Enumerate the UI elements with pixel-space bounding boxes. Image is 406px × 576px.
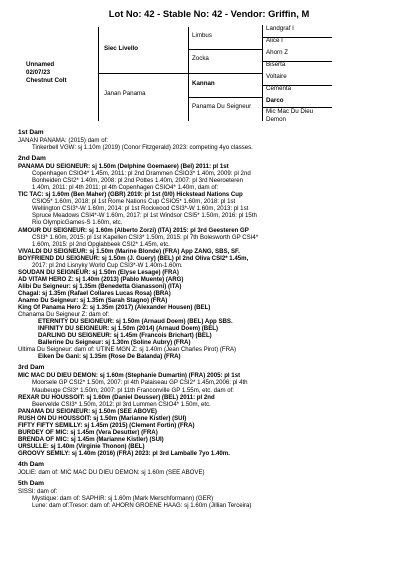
pedigree-table	[18, 25, 400, 125]
second-dam-produce: 1.60m, 2015: pl 2nd Opglabbeek CSI2* 1.45m, etc.	[32, 240, 170, 248]
second-dam-produce: Chanama Du Seigneur Z: dam of:	[18, 311, 110, 319]
third-dam-produce: URSULLE: sj 1.40m (Virginie Thonon) (BEL)	[18, 442, 145, 450]
third-dam-produce: REXAR DU HOUSSOIT: sj 1.60m (Daniel Deusser) (BEL) 2011: pl 2nd	[18, 393, 215, 401]
pedigree-line	[188, 49, 262, 50]
g3-ancestor: Voltaire	[266, 73, 287, 80]
granddam-dam-side: Panama Du Seigneur	[192, 103, 252, 110]
second-dam-produce: Spruce Meadows CSI4*-W 1.60m, 2017: pl 1st Windsor CSI5* 1.50m, 2016: pl 15th	[32, 212, 257, 220]
first-dam-heading: 1st Dam	[18, 129, 44, 136]
third-dam-heading: 3rd Dam	[18, 364, 45, 372]
subject-foaled: 02/07/23	[26, 69, 51, 76]
subject-description: Chestnut Colt	[26, 77, 67, 84]
second-dam-produce: CSI3* 1.60m, 2015: pl 1st Kapellen CSI3* 1.50m, 2015: pl 7th Bolesworth GP CSI4*	[32, 233, 259, 241]
second-dam-produce: SOUDAN DU SEIGNEUR: sj 1.50m (Elyse Lesage) (FRA)	[18, 268, 179, 276]
second-dam-produce: CSIO5* 1.60m, 2018: pl 1st Rome Nations Cup CSIO5* 1.60m, 2018: pl 1st	[32, 198, 236, 206]
second-dam-line: Bonheiden CSI2* 1.40m, 2008: pl 2nd Pottes 1.40m, 2007: pl 3rd Neeroeteren	[32, 177, 244, 185]
g3-ancestor: Darco	[266, 97, 284, 104]
second-dam-produce: King Of Panama Hero Z: sj 1.35m (2017) (Alexander Housen) (BEL)	[18, 304, 211, 312]
second-dam-produce: AD VITAM HERO Z: sj 1.40m (2013) (Pablo Muente) (ARG)	[18, 275, 184, 283]
third-dam-produce: BRENDA OF MIC: sj 1.45m (Marianne Kistler) (SUI)	[18, 435, 164, 443]
g3-ancestor: Biserta	[266, 61, 286, 68]
second-dam-produce: BOYFRIEND DU SEIGNEUR: sj 1.50m (J. Guery) (BEL) pl 2nd Oliva CSI2* 1.45m,	[18, 254, 249, 262]
third-dam-produce: PANAMA DU SEIGNEUR: sj 1.50m (SEE ABOVE)	[18, 407, 157, 415]
pedigree-line	[188, 27, 189, 121]
grandsire-dam-side: Kannan	[192, 80, 215, 87]
grandsire-sire-side: Limbus	[192, 32, 212, 39]
fourth-dam-line: JOLIE: dam of: MIC MAC DU DIEU DEMON: sj 1.60m (SEE ABOVE)	[18, 468, 205, 476]
second-dam-produce: Wellington CSI3*-W 1.60m, 2014: pl 1st Rockwood CSI3*-W 1.60m, 2013: pl 1st	[32, 205, 249, 213]
second-dam-produce: Alibi Du Seigneur: sj 1.35m (Benedetta Gianassoni) (ITA)	[18, 282, 182, 290]
third-dam-line: Moorsele GP CSI2* 1.50m, 2007: pl 4th Palaiseau GP CSI2* 1.45m,2006: pl 4th	[32, 379, 248, 387]
lot-title: Lot No: 42 - Stable No: 42 - Vendor: Griffin, M	[108, 8, 310, 19]
pedigree-line	[98, 27, 99, 121]
third-dam-produce: FIFTY FIFTY SEMILLY: sj 1.45m (2015) (Clement Fortin) (FRA)	[18, 421, 195, 429]
fifth-dam-heading: 5th Dam	[18, 480, 45, 488]
g3-ancestor: Alice I	[266, 37, 283, 44]
second-dam-line: 1.40m, 2011: pl 4th 2011: pl 4th Copenhagen CSIO4* 1.40m, dam of:	[32, 184, 219, 192]
third-dam-produce: RUSH ON DU HOUSSOIT: sj 1.50m (Marianne Kistler) (SUI)	[18, 414, 187, 422]
granddam-sire-side: Zocka	[192, 55, 209, 62]
first-dam-produce: Tinkerbell VGW: sj 1.10m (2019) (Conor Fitzgerald) 2023: competing 4yo classes.	[32, 144, 253, 152]
first-dam-line: JANAN PANAMA: (2015) dam of:	[18, 137, 108, 144]
second-dam-line: PANAMA DU SEIGNEUR: sj 1.50m (Delphine Goemaere) (Bel) 2011: pl 1st	[18, 163, 229, 171]
fifth-dam-line: Mystique: dam of: SAPHIR: sj 1.60m (Mark Merschformann) (GER)	[32, 495, 214, 503]
second-dam-produce: VIVALDI DU SEIGNEUR: sj 1.50m (Marine Blonde) (FRA) App ZANG, SBS, SF.	[18, 247, 240, 255]
dam-name: Janan Panama	[104, 90, 146, 97]
grand-produce: Eiken De Gani: sj 1.35m (Rose De Balanda) (FRA)	[38, 353, 181, 361]
third-dam-line: Maubeuge CSI3* 1.50m, 2007: pl 11th Franconville GP 1.55m, etc. dam of:	[32, 386, 234, 394]
third-dam-produce: GROOVY SEMILY: sj 1.40m (2016) (FRA) 2023: pl 3rd Lamballe 7yo 1.40m.	[18, 449, 230, 457]
second-dam-produce: TIC TAC: sj 1.60m (Ben Maher) (GBR) 2019: pl 1st (0/0) Hickstead Nations Cup	[18, 191, 243, 199]
second-dam-produce: 2017: pl 2nd Lisnyky World Cup CSI3*-W 1.40m-1.60m.	[32, 261, 183, 269]
fifth-dam-line: Lune: dam of:Tresor: dam of: AHORN GROENE HAAG: sj 1.60m (Jillian Terceira)	[32, 502, 252, 510]
subject-name: Unnamed	[26, 61, 55, 68]
third-dam-line: MIC MAC DU DIEU DEMON: sj 1.60m (Stephanie Dumartin) (FRA) 2005: pl 1st	[18, 372, 241, 380]
third-dam-produce: Beervelde CSI3* 1.50m, 2012: pl 3rd Lummen CSIO4* 1.50m, etc.	[32, 400, 211, 408]
pedigree-line	[188, 97, 262, 98]
pedigree-line	[98, 73, 262, 74]
second-dam-produce: Ultima Du Seigneur: dam of: UTINE MGN Z: sj 1.40m (Jean Charles Pirot) (FRA)	[18, 346, 237, 354]
fourth-dam-heading: 4th Dam	[18, 460, 45, 468]
second-dam-produce: Anamo Du Seigneur: sj 1.35m (Sarah Stagno) (FRA)	[18, 296, 168, 304]
second-dam-produce: Chagal: sj 1.35m (Rafael Collares Lucas Rosa) (BRA)	[18, 289, 171, 297]
sire-name: Siec Livello	[104, 45, 139, 52]
g3-ancestor: Landgraf I	[266, 25, 294, 32]
grand-produce: Ballerine Du Seigneur: sj 1.30m (Soline Aubry) (FRA)	[38, 339, 191, 347]
g3-ancestor: Cementa	[266, 85, 292, 92]
g3-ancestor: Ahorn Z	[266, 49, 289, 56]
second-dam-heading: 2nd Dam	[18, 155, 46, 163]
third-dam-produce: BURDEY OF MIC: sj 1.45m (Vera Desutter) (FRA)	[18, 428, 158, 436]
dam-line-section	[18, 129, 400, 509]
grand-produce: INFINITY DU SEIGNEUR: sj 1.50m (2014) (Arnaud Doem) (BEL)	[38, 325, 219, 333]
g3-ancestor: Mic Mac Du Dieu Demon	[266, 108, 314, 123]
fifth-dam-line: SISSI: dam of:	[18, 488, 58, 496]
second-dam-line: Copenhagen CSIO4* 1.45m, 2011: pl 2nd Drammen CSIO3* 1.40m, 2009: pl 2nd	[32, 170, 251, 178]
grand-produce: DARLING DU SEIGNEUR: sj 1.45m (Francois Brichart) (BEL)	[38, 332, 212, 340]
second-dam-produce: Rio OlympicGames-S 1.60m, etc.	[32, 219, 123, 227]
second-dam-produce: AMOUR DU SEIGNEUR: sj 1.60m (Alberto Zorzi) (ITA) 2015: pl 3rd Geesteren GP	[18, 226, 249, 234]
grand-produce: ETERNITY DU SEIGNEUR: sj 1.50m (Arnaud Doem) (BEL) App SBS.	[38, 318, 233, 326]
